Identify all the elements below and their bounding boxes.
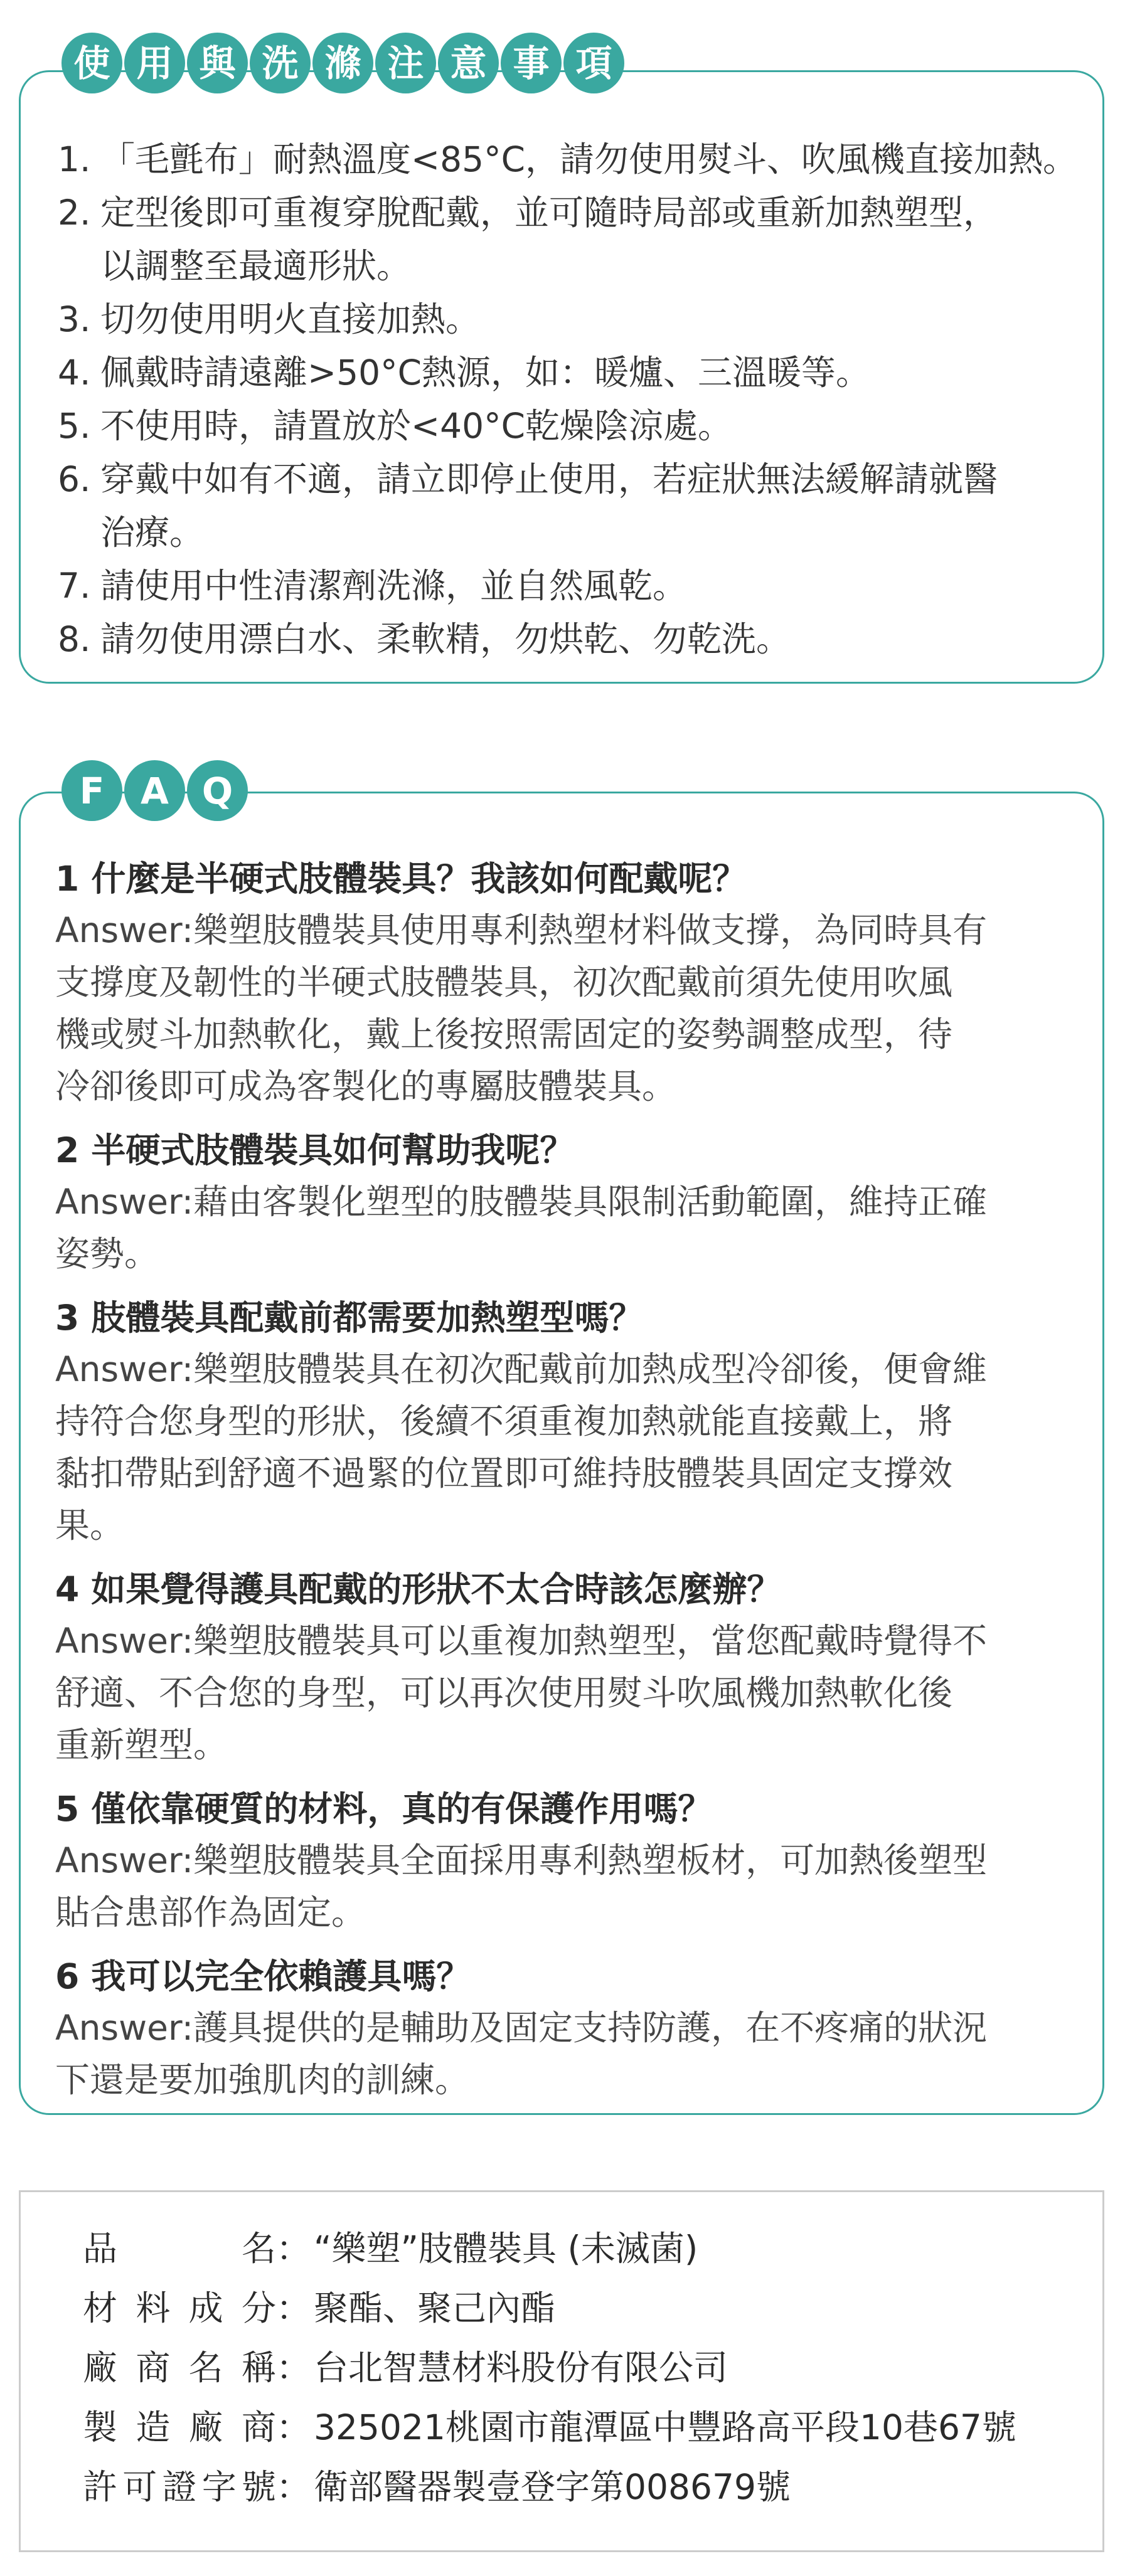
faq-answer-line: 下還是要加強肌肉的訓練。	[55, 2060, 470, 2100]
product-info-separator: ：	[276, 2467, 311, 2507]
care-instructions-title	[61, 33, 624, 93]
care-item	[58, 559, 1093, 613]
product-info-label-char: 字	[201, 2467, 237, 2507]
product-info-label	[83, 2398, 276, 2457]
care-item-text	[100, 133, 1093, 186]
faq-item	[55, 1783, 1084, 1939]
care-item	[58, 293, 1093, 346]
product-info-separator: ：	[276, 2229, 311, 2269]
care-title-char: 注	[375, 33, 436, 93]
care-item-number: 4.	[58, 352, 91, 393]
care-item-number: 7.	[58, 566, 91, 606]
faq-answer-line: Answer:樂塑肢體裝具使用專利熱塑材料做支撐，為同時具有	[55, 910, 988, 950]
faq-question: 6 我可以完全依賴護具嗎？	[55, 1956, 471, 1996]
care-item-number: 3.	[58, 299, 91, 339]
care-item-line: 不使用時，請置放於<40°C乾燥陰涼處。	[100, 406, 732, 446]
care-item	[58, 186, 1093, 293]
faq-answer-line: 黏扣帶貼到舒適不過緊的位置即可維持肢體裝具固定支撐效	[55, 1453, 953, 1493]
product-info-row	[83, 2338, 1016, 2398]
product-info-label-char: 商	[136, 2348, 171, 2388]
faq-question: 5 僅依靠硬質的材料，真的有保護作用嗎？	[55, 1789, 713, 1829]
care-item	[58, 453, 1093, 559]
product-info-row	[83, 2457, 1016, 2517]
care-item-number: 1.	[58, 139, 91, 179]
product-info-label-char: 材	[83, 2288, 118, 2328]
care-title-char: 與	[187, 33, 248, 93]
faq-item	[55, 1292, 1084, 1552]
care-item-number: 6.	[58, 459, 91, 499]
product-info-label-char: 名	[241, 2229, 276, 2269]
product-info-label-char: 製	[83, 2407, 118, 2447]
faq-title-char: A	[124, 760, 185, 821]
faq-answer-line: 姿勢。	[55, 1234, 159, 1274]
care-item-text	[100, 346, 1093, 400]
faq-answer-line: Answer:藉由客製化塑型的肢體裝具限制活動範圍，維持正確	[55, 1182, 988, 1222]
care-instructions-list	[58, 133, 1093, 666]
faq-answer-line: 貼合患部作為固定。	[55, 1892, 366, 1932]
product-info-label-char: 證	[162, 2467, 197, 2507]
care-item-line: 穿戴中如有不適，請立即停止使用，若症狀無法緩解請就醫	[100, 459, 998, 499]
faq-answer-line: 重新塑型。	[55, 1725, 228, 1765]
product-info-label-char: 廠	[188, 2407, 223, 2447]
care-title-char: 意	[438, 33, 499, 93]
care-item-line: 切勿使用明火直接加熱。	[100, 299, 481, 339]
care-title-char: 用	[124, 33, 185, 93]
product-info-value: 衛部醫器製壹登字第008679號	[314, 2467, 791, 2507]
product-info-value: “樂塑”肢體裝具 (未滅菌)	[314, 2229, 698, 2269]
product-info-label-char: 造	[136, 2407, 171, 2447]
care-item	[58, 400, 1093, 453]
care-title-char: 項	[563, 33, 624, 93]
care-title-char: 滌	[312, 33, 373, 93]
care-item-line: 佩戴時請遠離>50°C熱源，如：暖爐、三溫暖等。	[100, 352, 870, 393]
product-info-label-char: 料	[136, 2288, 171, 2328]
product-info-label	[83, 2279, 276, 2338]
product-info-separator: ：	[276, 2288, 311, 2328]
care-item-text	[100, 186, 1093, 293]
faq-item	[55, 1125, 1084, 1280]
faq-answer	[55, 1615, 1084, 1771]
faq-list	[55, 853, 1084, 2118]
product-info-row	[83, 2398, 1016, 2457]
product-info-label-char: 可	[122, 2467, 157, 2507]
faq-item	[55, 1564, 1084, 1771]
faq-question: 4 如果覺得護具配戴的形狀不太合時該怎麼辦？	[55, 1569, 782, 1609]
product-info-label-char: 稱	[241, 2348, 276, 2388]
product-info-value: 台北智慧材料股份有限公司	[314, 2348, 728, 2388]
care-item-line: 定型後即可重複穿脫配戴，並可隨時局部或重新加熱塑型，	[100, 193, 998, 233]
faq-answer-line: Answer:護具提供的是輔助及固定支持防護，在不疼痛的狀況	[55, 2008, 988, 2048]
product-info-label-char: 號	[241, 2467, 276, 2507]
care-item-text	[100, 453, 1093, 559]
care-item-text	[100, 293, 1093, 346]
care-title-char: 事	[501, 33, 562, 93]
care-item-line: 以調整至最適形狀。	[100, 246, 412, 286]
faq-answer	[55, 2002, 1084, 2106]
care-item-line: 「毛氈布」耐熱溫度<85°C，請勿使用熨斗、吹風機直接加熱。	[100, 139, 1077, 179]
faq-answer-line: 果。	[55, 1505, 125, 1545]
product-info-label-char: 分	[241, 2288, 276, 2328]
product-info-value: 325021桃園市龍潭區中豐路高平段10巷67號	[314, 2407, 1016, 2447]
care-item-line: 治療。	[100, 512, 205, 553]
care-item	[58, 613, 1093, 666]
faq-question: 3 肢體裝具配戴前都需要加熱塑型嗎？	[55, 1298, 644, 1338]
faq-answer-line: 舒適、不合您的身型，可以再次使用熨斗吹風機加熱軟化後	[55, 1673, 953, 1713]
faq-answer-line: 支撐度及韌性的半硬式肢體裝具，初次配戴前須先使用吹風	[55, 962, 953, 1002]
product-info-label	[83, 2457, 276, 2517]
faq-answer-line: Answer:樂塑肢體裝具在初次配戴前加熱成型冷卻後，便會維	[55, 1349, 988, 1389]
product-info-label-char: 商	[241, 2407, 276, 2447]
faq-answer-line: 持符合您身型的形狀，後續不須重複加熱就能直接戴上，將	[55, 1401, 953, 1441]
care-item	[58, 346, 1093, 400]
faq-answer-line: Answer:樂塑肢體裝具全面採用專利熱塑板材，可加熱後塑型	[55, 1840, 988, 1880]
faq-title-char: F	[61, 760, 122, 821]
care-title-char: 使	[61, 33, 122, 93]
care-title-char: 洗	[250, 33, 311, 93]
care-item-text	[100, 559, 1093, 613]
care-item-number: 8.	[58, 619, 91, 659]
faq-answer-line: 冷卻後即可成為客製化的專屬肢體裝具。	[55, 1066, 677, 1106]
product-info-row	[83, 2219, 1016, 2279]
faq-answer	[55, 1176, 1084, 1280]
product-info-label	[83, 2338, 276, 2398]
faq-title	[61, 760, 248, 821]
faq-question: 2 半硬式肢體裝具如何幫助我呢？	[55, 1130, 575, 1170]
care-item-text	[100, 613, 1093, 666]
faq-answer-line: Answer:樂塑肢體裝具可以重複加熱塑型，當您配戴時覺得不	[55, 1621, 988, 1661]
faq-answer	[55, 1835, 1084, 1939]
care-item-line: 請勿使用漂白水、柔軟精，勿烘乾、勿乾洗。	[100, 619, 791, 659]
faq-answer	[55, 1344, 1084, 1552]
care-item-line: 請使用中性清潔劑洗滌，並自然風乾。	[100, 566, 688, 606]
faq-answer	[55, 904, 1084, 1113]
product-info-label-char: 名	[188, 2348, 223, 2388]
product-info-label-char: 廠	[83, 2348, 118, 2388]
care-item-number: 2.	[58, 193, 91, 233]
faq-question: 1 什麼是半硬式肢體裝具？我該如何配戴呢？	[55, 859, 747, 899]
product-info-label	[83, 2219, 276, 2279]
care-item-number: 5.	[58, 406, 91, 446]
product-info-value: 聚酯、聚己內酯	[314, 2288, 556, 2328]
care-item	[58, 133, 1093, 186]
faq-item	[55, 1951, 1084, 2106]
product-info-label-char: 許	[83, 2467, 118, 2507]
faq-title-char: Q	[187, 760, 248, 821]
product-info-row	[83, 2279, 1016, 2338]
faq-answer-line: 機或熨斗加熱軟化，戴上後按照需固定的姿勢調整成型，待	[55, 1014, 953, 1054]
product-info-separator: ：	[276, 2348, 311, 2388]
faq-item	[55, 853, 1084, 1113]
product-info-label-char: 成	[188, 2288, 223, 2328]
product-info-label-char: 品	[83, 2229, 118, 2269]
care-item-text	[100, 400, 1093, 453]
product-info-list	[83, 2219, 1016, 2517]
product-info-separator: ：	[276, 2407, 311, 2447]
